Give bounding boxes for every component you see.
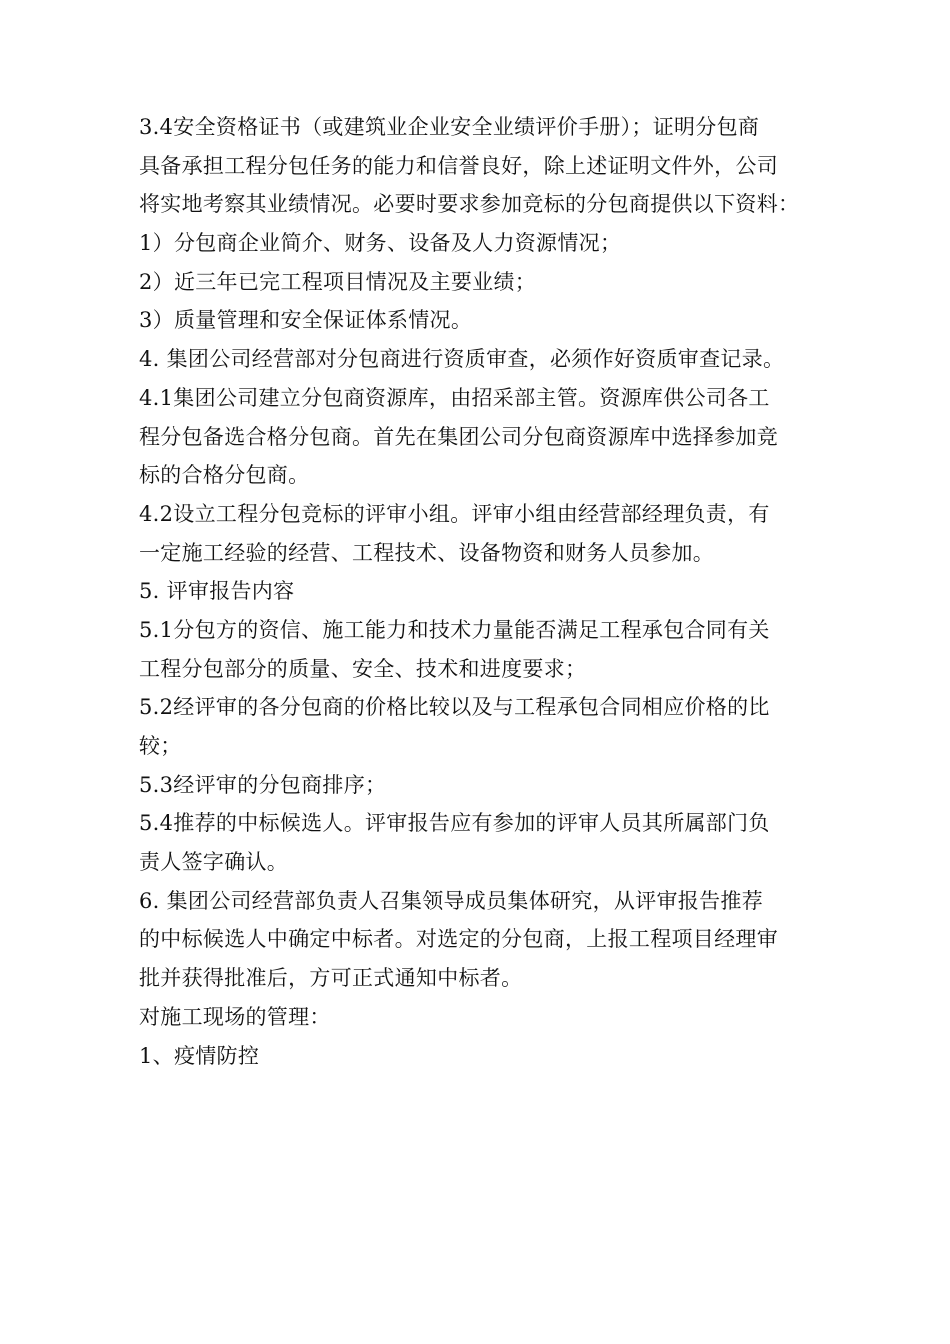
text-line: 5.1分包方的资信、施工能力和技术力量能否满足工程承包合同有关 bbox=[139, 617, 770, 642]
text-line: 责人签字确认。 bbox=[139, 850, 289, 875]
text-line: 4.1集团公司建立分包商资源库，由招采部主管。资源库供公司各工 bbox=[139, 385, 770, 410]
text-line: 对施工现场的管理： bbox=[139, 1004, 331, 1029]
text-line: 3.4安全资格证书（或建筑业企业安全业绩评价手册）；证明分包商 bbox=[139, 115, 760, 139]
list-item: 3）质量管理和安全保证体系情况。 bbox=[139, 308, 473, 333]
section-heading: 6. 集团公司经营部负责人召集领导成员集体研究，从评审报告推荐 bbox=[139, 888, 764, 913]
section-heading: 5. 评审报告内容 bbox=[139, 579, 295, 604]
text-line: 5.4推荐的中标候选人。评审报告应有参加的评审人员其所属部门负 bbox=[139, 811, 770, 836]
text-line: 将实地考察其业绩情况。必要时要求参加竞标的分包商提供以下资料： bbox=[139, 192, 800, 217]
text-line: 标的合格分包商。 bbox=[139, 463, 310, 488]
text-line: 程分包备选合格分包商。首先在集团公司分包商资源库中选择参加竞 bbox=[139, 424, 778, 449]
list-item: 1、疫情防控 bbox=[139, 1043, 260, 1068]
text-line: 一定施工经验的经营、工程技术、设备物资和财务人员参加。 bbox=[139, 540, 715, 565]
text-line: 4.2设立工程分包竞标的评审小组。评审小组由经营部经理负责，有 bbox=[139, 501, 770, 526]
text-line: 工程分包部分的质量、安全、技术和进度要求； bbox=[139, 656, 587, 681]
document-body bbox=[139, 108, 839, 1075]
text-line: 5.2经评审的各分包商的价格比较以及与工程承包合同相应价格的比 bbox=[139, 695, 770, 720]
text-line: 的中标候选人中确定中标者。对选定的分包商，上报工程项目经理审 bbox=[139, 927, 778, 952]
section-heading: 4. 集团公司经营部对分包商进行资质审查，必须作好资质审查记录。 bbox=[139, 347, 785, 372]
list-item: 1）分包商企业简介、财务、设备及人力资源情况； bbox=[139, 231, 622, 256]
text-line: 5.3经评审的分包商排序； bbox=[139, 772, 387, 797]
text-line: 批并获得批准后，方可正式通知中标者。 bbox=[139, 966, 523, 991]
list-item: 2）近三年已完工程项目情况及主要业绩； bbox=[139, 269, 537, 294]
text-line: 具备承担工程分包任务的能力和信誉良好，除上述证明文件外，公司 bbox=[139, 153, 778, 178]
text-line: 较； bbox=[139, 734, 182, 758]
